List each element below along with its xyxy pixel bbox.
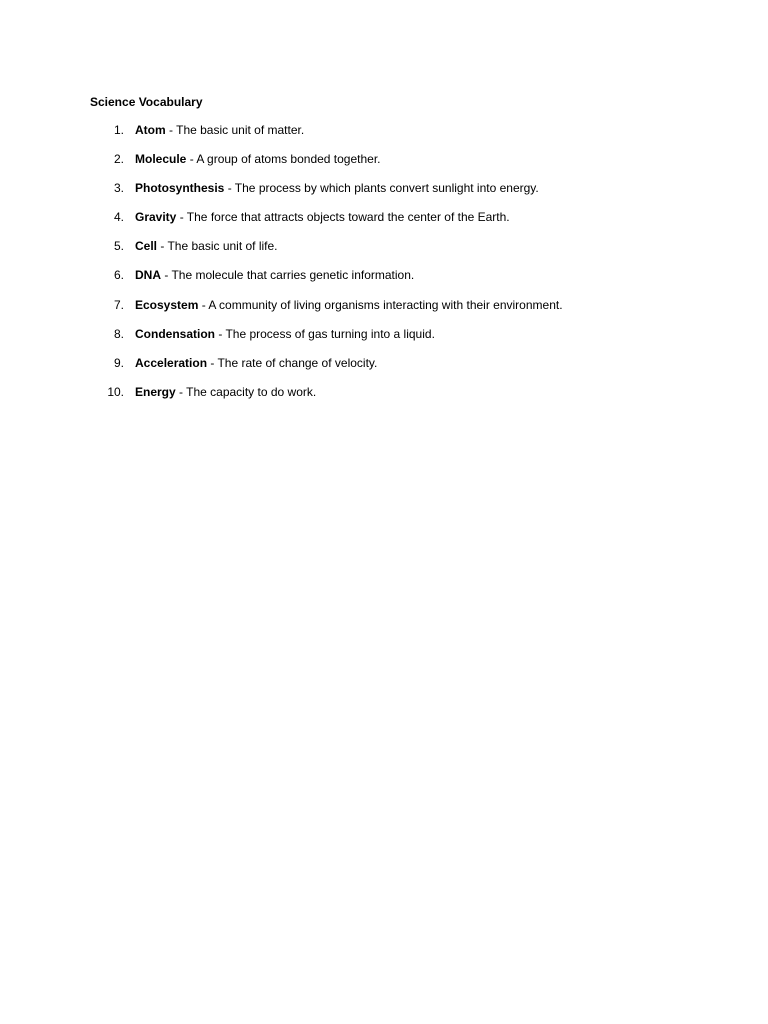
- item-body: [135, 267, 414, 283]
- item-number: 1.: [113, 123, 124, 137]
- vocab-definition: - The capacity to do work.: [175, 384, 317, 399]
- vocab-definition: - The basic unit of life.: [157, 239, 278, 254]
- list-item: [0, 384, 768, 413]
- vocab-term: Condensation: [135, 326, 215, 341]
- item-number: 6.: [113, 268, 124, 283]
- item-number: 4.: [113, 210, 124, 225]
- item-number: 10.: [107, 384, 124, 399]
- vocab-definition: - The process by which plants convert sunlight into energy.: [224, 181, 539, 196]
- item-body: [135, 326, 435, 342]
- list-item: [0, 297, 768, 326]
- item-body: [135, 355, 377, 371]
- vocab-term: Ecosystem: [135, 297, 199, 312]
- item-number: 9.: [113, 355, 124, 370]
- vocab-term: Acceleration: [135, 355, 208, 370]
- vocab-term: Molecule: [135, 152, 187, 167]
- item-number: 7.: [113, 297, 124, 312]
- item-number: 3.: [113, 181, 124, 196]
- vocab-definition: - A group of atoms bonded together.: [186, 152, 381, 167]
- item-body: [135, 384, 316, 400]
- vocab-definition: - The basic unit of matter.: [165, 123, 305, 137]
- vocab-definition: - The molecule that carries genetic information.: [161, 268, 415, 283]
- vocab-term: Photosynthesis: [135, 181, 225, 196]
- list-item: [0, 267, 768, 296]
- item-body: [135, 209, 510, 225]
- item-body: [135, 238, 278, 254]
- list-item: [0, 355, 768, 384]
- vocab-term: Atom: [135, 123, 166, 137]
- vocab-term: Gravity: [135, 210, 177, 225]
- vocab-definition: - The process of gas turning into a liquid.: [215, 326, 435, 341]
- list-item: [0, 122, 768, 151]
- vocab-term: Cell: [135, 239, 158, 254]
- item-body: [135, 297, 563, 313]
- vocab-term: DNA: [135, 268, 161, 283]
- list-item: [0, 151, 768, 180]
- vocab-definition: - A community of living organisms interacting with their environment.: [198, 297, 563, 312]
- item-number: 8.: [113, 326, 124, 341]
- item-body: [135, 180, 539, 196]
- vocab-definition: - The force that attracts objects toward the center of the Earth.: [176, 210, 510, 225]
- item-number: 2.: [113, 152, 124, 167]
- list-item: [0, 326, 768, 355]
- vocab-term: Energy: [135, 384, 176, 399]
- page-title: Science Vocabulary: [90, 95, 203, 109]
- list-item: [0, 180, 768, 209]
- list-item: [0, 238, 768, 267]
- item-body: [135, 122, 304, 138]
- list-item: [0, 209, 768, 238]
- vocabulary-list: [0, 122, 768, 413]
- vocab-definition: - The rate of change of velocity.: [207, 355, 378, 370]
- item-number: 5.: [113, 239, 124, 254]
- item-body: [135, 151, 381, 167]
